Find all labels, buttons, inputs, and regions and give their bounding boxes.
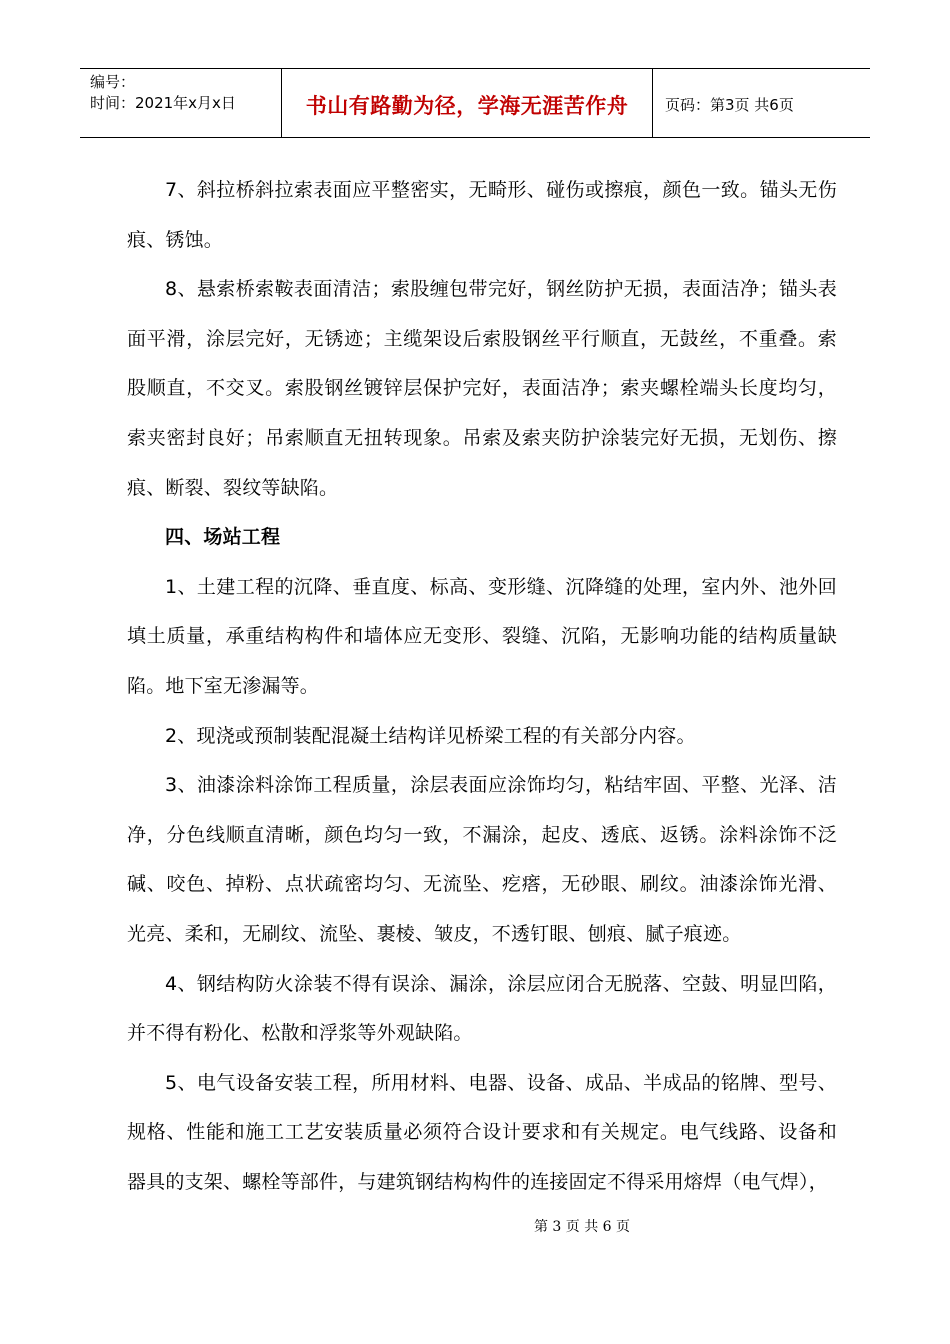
header-page-code: 页码：第3页 共6页 — [665, 95, 794, 114]
section-heading-station-works: 四、场站工程 — [165, 526, 281, 549]
document-body — [127, 166, 837, 1207]
page-footer: 第 3 页 共 6 页 — [533, 1219, 631, 1235]
paragraph-2: 2、现浇或预制装配混凝土结构详见桥梁工程的有关部分内容。 — [165, 724, 696, 747]
paragraph-3: 3、油漆涂料涂饰工程质量，涂层表面应涂饰均匀，粘结牢固、平整、光泽、洁净，分色线顺直清晰，颜色均匀一致，不漏涂，起皮、透底、返锈。涂料涂饰不泛碱、咬色、掉粉、点状疏密均匀、无流坠、疙瘩，无砂眼、刷纹。油漆涂饰光滑、光亮、柔和，无刷纹、流坠、裹棱、皱皮，不透钉眼、刨痕、腻子痕迹。 — [127, 774, 837, 945]
paragraph-7: 7、斜拉桥斜拉索表面应平整密实，无畸形、碰伤或擦痕，颜色一致。锚头无伤痕、锈蚀。 — [127, 179, 837, 251]
paragraph-5: 5、电气设备安装工程，所用材料、电器、设备、成品、半成品的铭牌、型号、规格、性能和施工工艺安装质量必须符合设计要求和有关规定。电气线路、设备和器具的支架、螺栓等部件，与建筑钢结构构件的连接固定不得采用熔焊（电气焊）， — [127, 1071, 837, 1193]
document-number-label: 编号： — [90, 73, 136, 91]
paragraph-8: 8、悬索桥索鞍表面清洁；索股缠包带完好，钢丝防护无损，表面洁净；锚头表面平滑，涂层完好，无锈迹；主缆架设后索股钢丝平行顺直，无鼓丝，不重叠。索股顺直，不交叉。索股钢丝镀锌层保护完好，表面洁净；索夹螺栓端头长度均匀，索夹密封良好；吊索顺直无扭转现象。吊索及索夹防护涂装完好无损，无划伤、擦痕、断裂、裂纹等缺陷。 — [127, 278, 837, 499]
header-motto: 书山有路勤为径，学海无涯苦作舟 — [282, 69, 653, 137]
paragraph-4: 4、钢结构防火涂装不得有误涂、漏涂，涂层应闭合无脱落、空鼓、明显凹陷，并不得有粉化、松散和浮浆等外观缺陷。 — [127, 972, 837, 1045]
header-meta — [80, 69, 282, 137]
document-time-label: 时间：2021年x月x日 — [90, 94, 236, 112]
paragraph-1: 1、土建工程的沉降、垂直度、标高、变形缝、沉降缝的处理，室内外、池外回填土质量，承重结构构件和墙体应无变形、裂缝、沉陷，无影响功能的结构质量缺陷。地下室无渗漏等。 — [127, 575, 837, 697]
page-header — [80, 68, 870, 138]
